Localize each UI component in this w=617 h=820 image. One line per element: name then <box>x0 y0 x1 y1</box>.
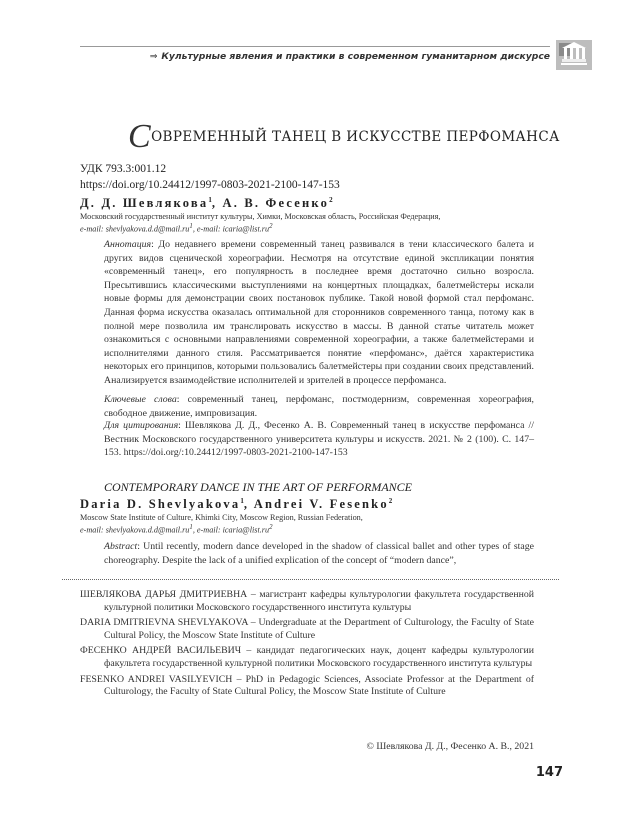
citation-label-ru: Для цитирования <box>104 420 179 431</box>
citation-ru <box>104 419 534 460</box>
udk: УДК 793.3:001.12 <box>80 163 167 175</box>
affiliation-en: Moscow State Institute of Culture, Khimki City, Moscow Region, Russian Federation, <box>80 513 363 522</box>
footnote-divider <box>62 579 559 580</box>
running-header <box>80 46 550 64</box>
email-label-en-2: e-mail: <box>196 525 221 535</box>
email2-sup: 2 <box>269 223 273 230</box>
section-title-text: Культурные явления и практики в современном гуманитарном дискурсе <box>161 51 550 62</box>
header-rule <box>80 46 550 47</box>
abstract-label-en: Abstract <box>104 541 138 552</box>
author1-sup: 1 <box>208 196 212 204</box>
author2-ru: А. В. Фесенко <box>222 196 330 211</box>
arrow-icon: ⇒ <box>149 51 158 62</box>
author1-en-sup: 1 <box>240 497 244 505</box>
doi-link[interactable]: https://doi.org/10.24412/1997-0803-2021-2100-147-153 <box>80 179 340 191</box>
bio-name: ШЕВЛЯКОВА ДАРЬЯ ДМИТРИЕВНА <box>80 589 248 600</box>
email-separator: , <box>192 224 197 234</box>
affiliation-ru: Московский государственный институт культуры, Химки, Московская область, Российская Федерация, <box>80 212 441 221</box>
abstract-en <box>104 540 534 567</box>
email-label-en: e-mail: <box>80 525 104 535</box>
email-en-separator: , <box>192 525 197 535</box>
title-text: ОВРЕМЕННЫЙ ТАНЕЦ В ИСКУССТВЕ ПЕРФОМАНСА <box>151 129 560 145</box>
emails-en <box>80 524 272 535</box>
email1-en-sup: 1 <box>189 524 193 531</box>
abstract-ru <box>104 238 534 388</box>
author2-en: Andrei V. Fesenko <box>253 497 389 512</box>
bio-name: DARIA DMITRIEVNA SHEVLYAKOVA <box>80 617 248 629</box>
bio-item <box>80 645 534 670</box>
keywords-text-ru: : современный танец, перфоманс, постмодернизм, современная хореография, свободное движение, импровизация. <box>104 394 534 419</box>
abstract-text-ru: : До недавнего времени современный танец развивался в тени классического балета и других видов сценической хореографии. Несмотря на отсутствие единой экспликации понятия «современный танец», его популярность в последнее время достаточно сильно возросла. Пресытившись классическими выступлениями на концертных площадках, балетмейстеры искали новые формы для демонстрации своих постановок публике. Такой новой формой стал перфоманс. Данная форма искусства оказалась оптимальной для сторонников современного танца, потому как в полной мере позволила им транслировать искусство в массы. В данной статье читатель может ознакомиться с основными направлениями современной хореографии, а также балетмейстерами и исполнителями данного стиля. Рассматривается понятие «перфоманс», даётся характеристика некоторых его принципов, которыми пользовались балетмейстеры при создании своих представлений. Анализируется взаимодействие исполнителей и зрителей в процессе перфоманса. <box>104 239 534 386</box>
email-2-en[interactable]: icaria@list.ru <box>222 525 270 535</box>
journal-logo-icon <box>556 40 592 70</box>
email-label: e-mail: <box>80 224 104 234</box>
email-1[interactable]: shevlyakova.d.d@mail.ru <box>105 224 190 234</box>
bio-name: FESENKO ANDREI VASILYEVICH <box>80 673 233 685</box>
author1-ru: Д. Д. Шевлякова <box>80 196 209 211</box>
copyright: © Шевлякова Д. Д., Фесенко А. В., 2021 <box>366 741 534 752</box>
author2-sup: 2 <box>329 196 333 204</box>
email-2[interactable]: icaria@list.ru <box>222 224 270 234</box>
bio-text: – PhD in Pedagogic Sciences, Associate Professor at the Department of Culturology, the Faculty of State Cultural Policy, the Moscow State Institute of Culture <box>104 673 534 698</box>
email2-en-sup: 2 <box>269 524 273 531</box>
bio-name: ФЕСЕНКО АНДРЕЙ ВАСИЛЬЕВИЧ <box>80 645 242 657</box>
page-number: 147 <box>535 765 563 780</box>
bio-item <box>80 589 534 614</box>
article-title <box>128 118 560 156</box>
abstract-label-ru: Аннотация <box>104 239 152 250</box>
authors-ru: Д. Д. Шевлякова$^1$, А. В. Фесенко$^2$ <box>80 196 333 211</box>
keywords-ru <box>104 393 534 420</box>
authors-en: Daria D. Shevlyakova$^1$, Andrei V. Fesenko$^2$ <box>80 497 393 512</box>
emails-ru <box>80 223 272 234</box>
email-1-en[interactable]: shevlyakova.d.d@mail.ru <box>105 525 190 535</box>
email-label-2: e-mail: <box>196 224 221 234</box>
section-title <box>150 51 550 62</box>
bio-text: – Undergraduate at the Department of Culturology, the Faculty of State Cultural Policy, the Moscow State Institute of Culture <box>104 617 534 641</box>
email1-sup: 1 <box>189 223 193 230</box>
bio-item <box>80 617 534 642</box>
author-bios <box>80 589 534 699</box>
bio-text: – магистрант кафедры культурологии факультета государственной культурной политики Московского государственного института культуры <box>104 589 534 613</box>
author1-en: Daria D. Shevlyakova <box>80 497 241 512</box>
bio-text: – кандидат педагогических наук, доцент кафедры культурологии факультета государственной культурной политики Московского государственного института культуры <box>104 645 534 669</box>
author2-en-sup: 2 <box>388 497 393 505</box>
citation-text-ru: : Шевлякова Д. Д., Фесенко А. В. Современный танец в искусстве перфоманса // Вестник Московского государственного университета культуры и искусств. 2021. № 2 (100). С. 147–153. https://doi.org/:10.24412/1997-0803-2021-2100-147-153 <box>104 420 534 459</box>
keywords-label-ru: Ключевые слова <box>104 394 177 405</box>
abstract-text-en: : Until recently, modern dance developed in the shadow of classical ballet and other types of stage choreography. Despite the lack of a unified explication of the concept of “modern dance”, <box>104 541 534 566</box>
title-en: CONTEMPORARY DANCE IN THE ART OF PERFORMANCE <box>104 480 412 494</box>
bio-item <box>80 674 534 699</box>
title-dropcap: С <box>128 118 152 155</box>
